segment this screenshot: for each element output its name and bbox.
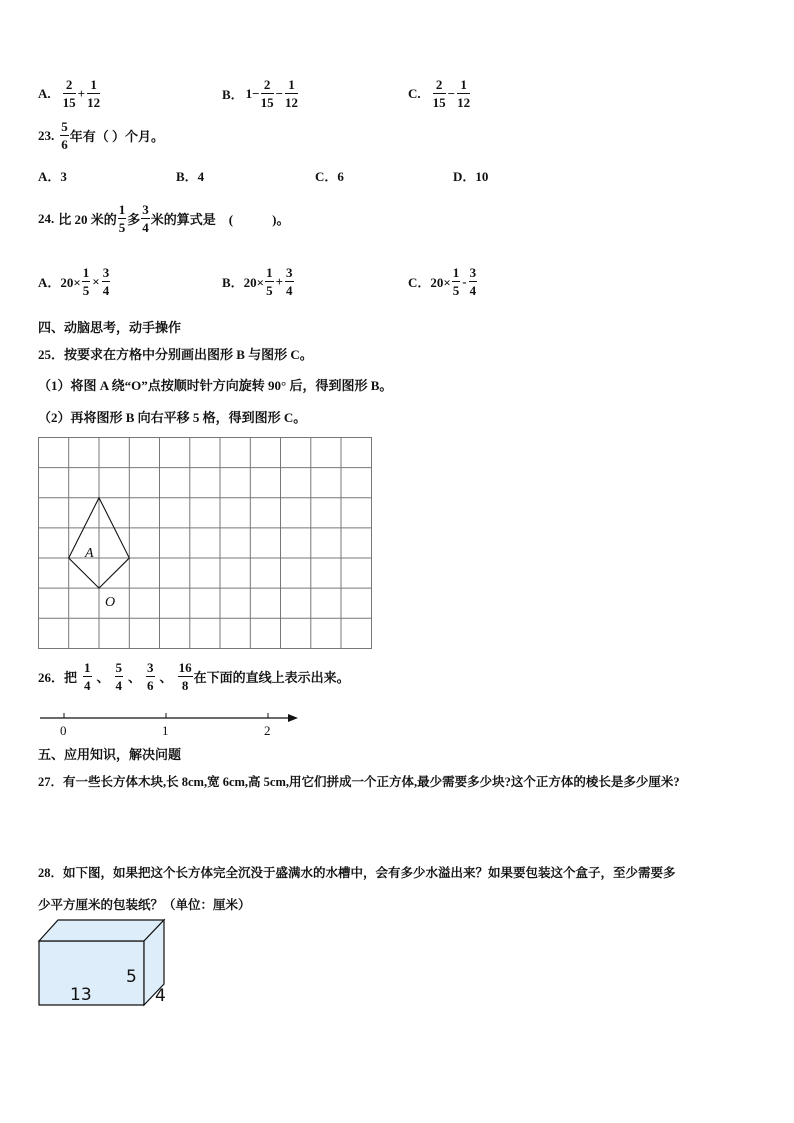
q22-option-b[interactable] [222,78,299,109]
label-o: O [105,595,116,610]
height-label: 5 [126,967,137,987]
option-label: A．20× [38,275,81,290]
fraction: $\frac{1}{5}$ [452,265,460,298]
fraction: $\frac{3}{4}$ [286,265,293,298]
section-4-title: 四、动脑思考，动手操作 [38,320,182,335]
q22-option-c[interactable] [408,78,471,109]
q24-option-a[interactable] [38,266,111,297]
q27-text: 27．有一些长方体木块,长 8cm,宽 6cm,高 5cm,用它们拼成一个正方体,最少需要多少块?这个正方体的棱长是多少厘米? [38,775,680,789]
q28-line-2: 少平方厘米的包装纸？（单位：厘米） [38,898,251,912]
prefix: 1− [245,85,260,101]
option-label: C. [408,85,421,101]
question-text: 比 20 米的 [58,212,117,227]
question-text: 米的算式是 ( )。 [150,212,290,227]
q23-option-d[interactable]: D．10 [453,169,489,184]
cuboid-top-face [39,920,164,941]
fraction: $\frac{1}{5}$ [266,265,273,298]
fraction: $\frac{16}{8}$ [178,660,192,693]
fraction: $\frac{1}{12}$ [457,77,471,110]
q25-step-2: （2）再将图形 B 向右平移 5 格，得到图形 C。 [38,410,307,425]
question-number: 26．把 [38,670,78,685]
tick-label-2: 2 [264,723,271,738]
q25-title: 25．按要求在方格中分别画出图形 B 与图形 C。 [38,347,313,362]
q28-line-1: 28．如下图，如果把这个长方体完全沉没于盛满水的水槽中，会有多少水溢出来？如果要包装这个盒子，至少需要多 [38,866,676,880]
question-text: 多 [127,212,141,227]
q26-stem [38,661,350,692]
length-label: 13 [70,985,92,1005]
q24-option-b[interactable] [222,266,295,297]
q23-option-a[interactable]: A．3 [38,169,67,184]
option-label: B．20× [222,275,265,290]
option-label: A. [38,85,51,101]
question-number: 24. [38,210,55,226]
fraction: $\frac{3}{6}$ [147,660,154,693]
question-text: 在下面的直线上表示出来。 [193,670,350,685]
separator: 、 [159,670,173,685]
q22-option-a[interactable] [38,78,101,109]
fraction: $\frac{1}{12}$ [87,77,101,110]
fraction: $\frac{2}{15}$ [260,77,274,110]
separator: 、 [96,670,110,685]
q24-stem [38,203,289,234]
tick-label-0: 0 [60,723,67,738]
q23-option-b[interactable]: B．4 [176,169,205,184]
fraction: $\frac{3}{4}$ [142,202,149,235]
fraction: $\frac{1}{4}$ [84,660,91,693]
fraction: $\frac{2}{15}$ [62,77,76,110]
question-number: 23. [38,127,55,143]
tick-label-1: 1 [162,723,169,738]
fraction: $\frac{1}{5}$ [118,202,126,235]
option-label: B． [222,87,244,102]
q24-option-c[interactable] [408,266,478,297]
grid-lines [39,438,372,649]
fraction: $\frac{1}{12}$ [285,77,299,110]
cuboid-figure[interactable] [36,918,176,1010]
number-line[interactable] [36,708,302,740]
width-label: 4 [155,986,166,1006]
q25-step-1: （1）将图 A 绕“O”点按顺时针方向旋转 90° 后，得到图形 B。 [38,378,393,393]
section-5-title: 五、应用知识，解决问题 [38,747,182,762]
operator: − [447,85,456,101]
question-text: 年有（ ）个月。 [69,129,165,144]
operator: + [275,273,284,289]
q23-stem [38,120,164,151]
fraction: $\frac{5}{4}$ [115,660,123,693]
option-label: C．20× [408,275,451,290]
fraction: $\frac{3}{4}$ [102,265,110,298]
arrow-icon [288,714,298,722]
operator: − [275,85,284,101]
q25-grid[interactable] [36,436,376,652]
operator: × [92,273,100,289]
fraction: $\frac{1}{5}$ [82,265,90,298]
fraction: $\frac{2}{15}$ [432,77,446,110]
operator: + [77,85,86,101]
fraction: $\frac{3}{4}$ [469,265,477,298]
separator: 、 [128,670,142,685]
label-a: A [85,546,94,561]
q23-option-c[interactable]: C．6 [315,169,344,184]
fraction: $\frac{5}{6}$ [61,119,68,152]
operator: - [462,273,467,289]
